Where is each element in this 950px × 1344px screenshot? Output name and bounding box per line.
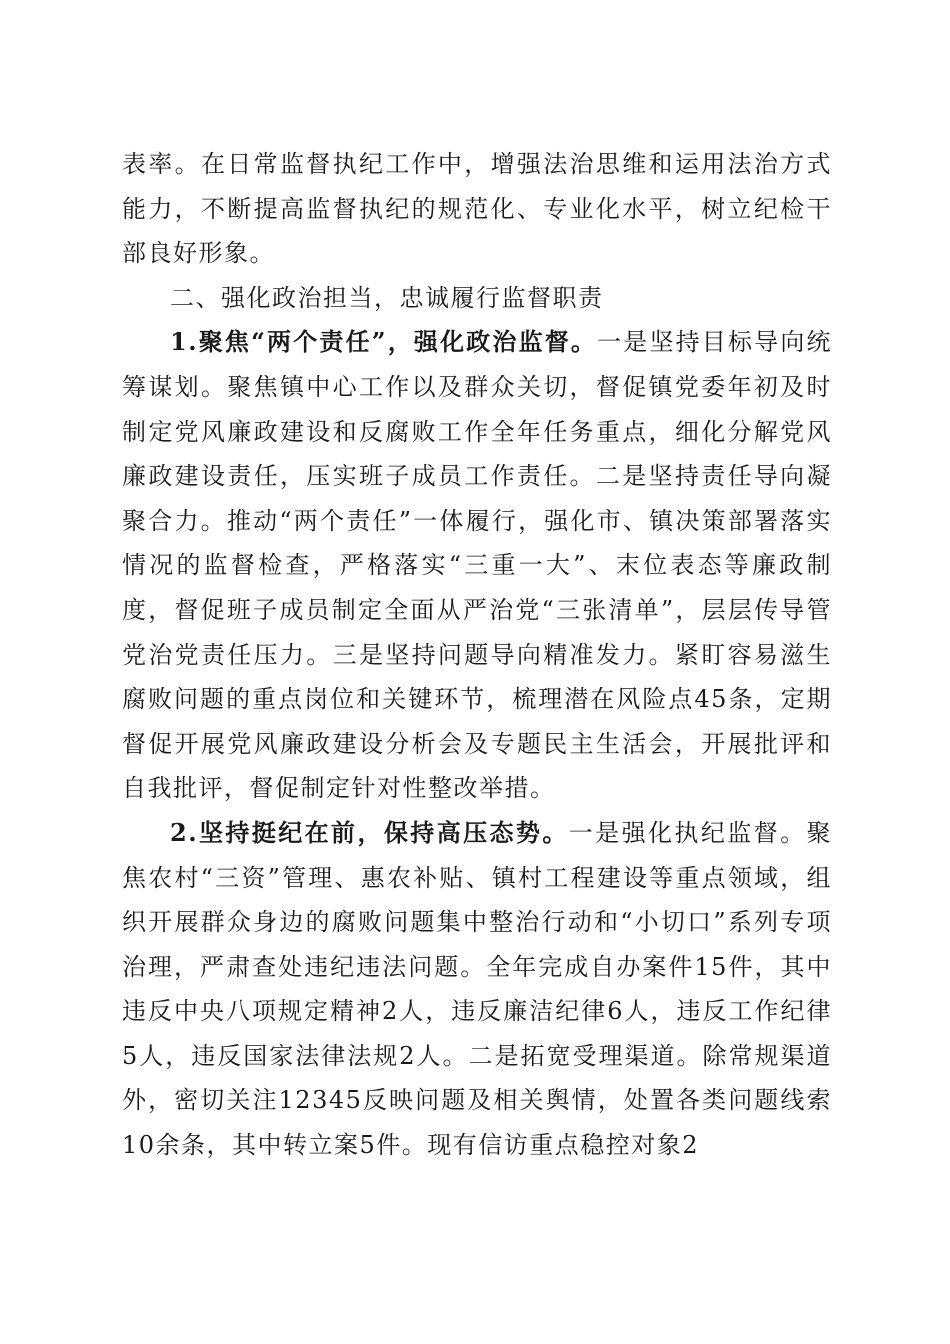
item-2-body: 一是强化执纪监督。聚焦农村“三资”管理、惠农补贴、镇村工程建设等重点领域，组织开展群众身边的腐败问题集中整治行动和“小切口”系列专项治理，严肃查处违纪违法问题。全年完成自办案件15件，其中违反中央八项规定精神2人，违反廉洁纪律6人，违反工作纪律5人，违反国家法律法规2人。二是拓宽受理渠道。除常规渠道外，密切关注12345反映问题及相关舆情，处置各类问题线索10余条，其中转立案5件。现有信访重点稳控对象2: [122, 818, 832, 1160]
section-heading: 二、强化政治担当，忠诚履行监督职责: [170, 283, 604, 312]
item-2-title: 2.坚持挺纪在前，保持高压态势。: [170, 817, 569, 847]
item-1-body: 一是坚持目标导向统筹谋划。聚焦镇中心工作以及群众关切，督促镇党委年初及时制定党风廉政建设和反腐败工作全年任务重点，细化分解党风廉政建设责任，压实班子成员工作责任。二是坚持责任导向凝聚合力。推动“两个责任”一体履行，强化市、镇决策部署落实情况的监督检查，严格落实“三重一大”、末位表态等廉政制度，督促班子成员制定全面从严治党“三张清单”，层层传导管党治党责任压力。三是坚持问题导向精准发力。紧盯容易滋生腐败问题的重点岗位和关键环节，梳理潜在风险点45条，定期督促开展党风廉政建设分析会及专题民主生活会，开展批评和自我批评，督促制定针对性整改举措。: [122, 328, 832, 803]
paragraph-item-1: [122, 320, 832, 811]
paragraph-continuation: 表率。在日常监督执纪工作中，增强法治思维和运用法治方式能力，不断提高监督执纪的规范化、专业化水平，树立纪检干部良好形象。: [122, 150, 832, 268]
document-body: [122, 142, 832, 1168]
item-1-title: 1.聚焦“两个责任”，强化政治监督。: [170, 327, 598, 357]
paragraph-item-2: [122, 811, 832, 1168]
